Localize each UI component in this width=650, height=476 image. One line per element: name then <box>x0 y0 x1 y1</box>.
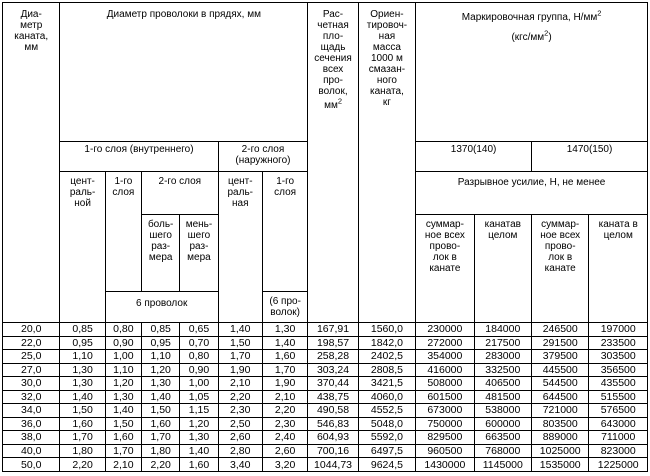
header-approximate-mass-line-2: тировоч- <box>366 20 408 31</box>
cell-f1370_wires: 508000 <box>416 377 474 391</box>
cell-central_outer: 1,70 <box>218 350 262 364</box>
table-row <box>3 363 648 377</box>
cell-layer1_outer: 2,20 <box>262 404 307 418</box>
header-bigger-size-line-2: шего <box>149 229 172 241</box>
header-sum-all-wires-1470-line-2: ное всех <box>540 229 581 241</box>
cell-central_outer: 1,40 <box>218 323 262 337</box>
header-layer1-of-inner-line-2: слоя <box>112 187 135 199</box>
cell-approx_mass: 6497,5 <box>358 444 415 458</box>
cell-central_inner: 1,60 <box>60 417 105 431</box>
cell-central_outer: 2,50 <box>218 417 262 431</box>
header-rope-whole-1470-line-2: целом <box>603 229 633 241</box>
header-central-inner-line-1: цент- <box>70 176 95 188</box>
cell-calc_area: 167,91 <box>308 323 358 337</box>
header-six-wires-text: 6 проволок <box>136 298 188 310</box>
header-layer2-outer-line-1: 2-го слоя <box>241 144 285 156</box>
cell-layer1_inner: 1,60 <box>105 431 141 445</box>
header-bigger-size <box>142 214 180 292</box>
cell-approx_mass: 2402,5 <box>358 350 415 364</box>
header-marking-group-text: Маркировочная группа, Н/мм <box>461 12 598 23</box>
cell-approx_mass: 3421,5 <box>358 377 415 391</box>
cell-layer2_smaller: 1,05 <box>180 390 218 404</box>
cell-f1470_rope: 197000 <box>589 323 648 337</box>
header-rope-diameter <box>3 3 60 323</box>
cell-approx_mass: 4060,0 <box>358 390 415 404</box>
header-smaller-size <box>180 214 218 292</box>
header-group-1470-text: 1470(150) <box>566 144 613 156</box>
cell-f1470_rope: 1225000 <box>589 458 648 472</box>
cell-layer2_smaller: 1,60 <box>180 458 218 472</box>
header-rope-whole-1470-line-1: каната в <box>598 218 638 230</box>
header-group-1370-text: 1370(140) <box>450 144 497 156</box>
header-central-inner <box>60 172 105 323</box>
header-layer1-of-outer-line-2: слоя <box>274 187 297 199</box>
cell-layer1_inner: 1,00 <box>105 350 141 364</box>
cell-f1470_wires: 721000 <box>532 404 589 418</box>
header-breaking-force <box>416 172 648 214</box>
cell-layer2_bigger: 0,95 <box>142 336 180 350</box>
header-approximate-mass-line-7: ного <box>376 75 397 86</box>
cell-calc_area: 438,75 <box>308 390 358 404</box>
header-approximate-mass-line-3: ная <box>378 31 396 42</box>
cell-layer2_smaller: 0,70 <box>180 336 218 350</box>
cell-approx_mass: 2808,5 <box>358 363 415 377</box>
header-calculated-area-superscript: 2 <box>337 96 342 106</box>
header-rope-diameter-line-2: метр <box>20 20 43 31</box>
cell-layer1_inner: 1,10 <box>105 363 141 377</box>
header-breaking-force-text: Разрывное усилие, Н, не менее <box>457 177 606 189</box>
cell-layer1_outer: 1,90 <box>262 377 307 391</box>
cell-rope_diameter: 25,0 <box>3 350 60 364</box>
cell-layer2_bigger: 2,20 <box>142 458 180 472</box>
header-six-wires <box>105 292 218 323</box>
cell-f1470_rope: 643000 <box>589 417 648 431</box>
table-row <box>3 444 648 458</box>
cell-layer1_inner: 0,80 <box>105 323 141 337</box>
cell-approx_mass: 9624,5 <box>358 458 415 472</box>
cell-layer2_bigger: 1,20 <box>142 363 180 377</box>
header-approximate-mass-line-4: масса <box>372 42 401 53</box>
cell-layer2_smaller: 0,90 <box>180 363 218 377</box>
header-approximate-mass <box>358 3 415 323</box>
cell-f1370_rope: 332500 <box>474 363 531 377</box>
header-calculated-area-line-7: про- <box>323 75 343 86</box>
cell-layer1_inner: 1,30 <box>105 390 141 404</box>
cell-central_inner: 1,40 <box>60 390 105 404</box>
cell-f1470_wires: 544500 <box>532 377 589 391</box>
header-calculated-area-line-4: щадь <box>320 42 346 53</box>
header-marking-group-superscript-1: 2 <box>597 8 602 18</box>
cell-central_outer: 3,40 <box>218 458 262 472</box>
header-rope-whole-1370-line-1: канатав <box>484 218 521 230</box>
cell-layer2_smaller: 1,15 <box>180 404 218 418</box>
cell-layer1_inner: 1,50 <box>105 417 141 431</box>
cell-f1370_wires: 601500 <box>416 390 474 404</box>
cell-central_outer: 2,60 <box>218 431 262 445</box>
cell-f1370_rope: 768000 <box>474 444 531 458</box>
cell-layer2_bigger: 1,30 <box>142 377 180 391</box>
header-layer2-of-inner-text: 2-го слоя <box>158 176 202 188</box>
table-row <box>3 350 648 364</box>
header-layer1-of-inner-line-1: 1-го <box>114 176 133 188</box>
cell-calc_area: 198,57 <box>308 336 358 350</box>
header-six-wires-parenthetical-line-2: волок) <box>270 307 301 319</box>
cell-central_outer: 2,20 <box>218 390 262 404</box>
header-calculated-area-line-8: волок, <box>318 86 348 97</box>
header-marking-group-unit-close: ) <box>548 32 552 43</box>
cell-f1370_wires: 1430000 <box>416 458 474 472</box>
cell-f1470_wires: 1025000 <box>532 444 589 458</box>
cell-approx_mass: 5592,0 <box>358 431 415 445</box>
cell-f1470_rope: 711000 <box>589 431 648 445</box>
cell-layer2_bigger: 1,80 <box>142 444 180 458</box>
cell-f1370_rope: 217500 <box>474 336 531 350</box>
cell-f1370_rope: 481500 <box>474 390 531 404</box>
header-layer2-of-inner <box>142 172 219 214</box>
cell-f1470_wires: 291500 <box>532 336 589 350</box>
header-sum-all-wires-1370-line-5: канате <box>429 262 461 274</box>
cell-rope_diameter: 40,0 <box>3 444 60 458</box>
header-six-wires-parenthetical <box>262 292 307 323</box>
cell-approx_mass: 1560,0 <box>358 323 415 337</box>
cell-approx_mass: 5048,0 <box>358 417 415 431</box>
header-calculated-area-line-3: пло- <box>322 31 344 42</box>
header-rope-diameter-line-1: Диа- <box>20 9 42 20</box>
cell-central_outer: 1,50 <box>218 336 262 350</box>
header-marking-group-unit-open: (кгс/мм <box>511 32 545 43</box>
cell-layer2_bigger: 1,60 <box>142 417 180 431</box>
header-calculated-area-line-2: четная <box>317 20 349 31</box>
cell-rope_diameter: 22,0 <box>3 336 60 350</box>
cell-rope_diameter: 50,0 <box>3 458 60 472</box>
header-group-1370 <box>416 142 532 172</box>
header-approximate-mass-line-6: смазан- <box>368 64 406 75</box>
cell-rope_diameter: 32,0 <box>3 390 60 404</box>
header-rope-whole-1370-line-2: целом <box>488 229 518 241</box>
header-rope-whole-1470 <box>589 214 648 323</box>
header-group-1470 <box>532 142 648 172</box>
header-sum-all-wires-1370-line-4: лок в <box>432 251 457 263</box>
cell-layer1_inner: 0,90 <box>105 336 141 350</box>
cell-f1470_rope: 515500 <box>589 390 648 404</box>
header-sum-all-wires-1370-line-2: ное всех <box>424 229 465 241</box>
table-data-body <box>3 323 648 472</box>
cell-layer2_bigger: 0,85 <box>142 323 180 337</box>
header-layer1-inner <box>60 142 218 172</box>
header-approximate-mass-line-9: кг <box>382 97 391 108</box>
cell-f1470_rope: 576500 <box>589 404 648 418</box>
table-row <box>3 431 648 445</box>
cell-layer2_bigger: 1,50 <box>142 404 180 418</box>
header-calculated-area-line-1: Рас- <box>322 9 344 20</box>
cell-layer2_smaller: 1,20 <box>180 417 218 431</box>
cell-f1370_wires: 829500 <box>416 431 474 445</box>
cell-layer2_bigger: 1,70 <box>142 431 180 445</box>
cell-layer1_inner: 1,20 <box>105 377 141 391</box>
cell-f1470_rope: 303500 <box>589 350 648 364</box>
cell-f1470_wires: 803500 <box>532 417 589 431</box>
cell-f1370_rope: 600000 <box>474 417 531 431</box>
cell-central_inner: 0,85 <box>60 323 105 337</box>
cell-layer1_outer: 2,60 <box>262 444 307 458</box>
header-smaller-size-line-2: шего <box>187 229 211 241</box>
cell-rope_diameter: 20,0 <box>3 323 60 337</box>
cell-rope_diameter: 30,0 <box>3 377 60 391</box>
header-sum-all-wires-1470 <box>532 214 589 323</box>
header-wire-diameter-in-strands <box>60 3 308 142</box>
header-smaller-size-line-3: раз- <box>189 240 209 252</box>
cell-f1470_rope: 356500 <box>589 363 648 377</box>
header-approximate-mass-line-5: 1000 м <box>370 53 403 64</box>
header-layer1-of-inner <box>105 172 141 292</box>
cell-f1470_wires: 889000 <box>532 431 589 445</box>
header-sum-all-wires-1370 <box>416 214 474 323</box>
cell-layer2_smaller: 1,40 <box>180 444 218 458</box>
cell-central_outer: 2,80 <box>218 444 262 458</box>
cell-f1370_rope: 184000 <box>474 323 531 337</box>
cell-approx_mass: 1842,0 <box>358 336 415 350</box>
table-row <box>3 377 648 391</box>
cell-central_outer: 1,90 <box>218 363 262 377</box>
table-row <box>3 390 648 404</box>
header-marking-group-superscript-2: 2 <box>544 28 549 38</box>
table-row <box>3 417 648 431</box>
cell-layer1_inner: 1,70 <box>105 444 141 458</box>
cell-layer1_outer: 2,30 <box>262 417 307 431</box>
table-row <box>3 458 648 472</box>
cell-rope_diameter: 36,0 <box>3 417 60 431</box>
cell-calc_area: 258,28 <box>308 350 358 364</box>
header-calculated-area-line-6: всех <box>322 64 344 75</box>
header-rope-whole-1370 <box>474 214 531 323</box>
cell-layer1_outer: 1,30 <box>262 323 307 337</box>
cell-layer1_outer: 2,40 <box>262 431 307 445</box>
cell-f1370_wires: 960500 <box>416 444 474 458</box>
cell-layer2_bigger: 1,40 <box>142 390 180 404</box>
header-layer1-of-outer-line-1: 1-го <box>276 176 295 188</box>
cell-calc_area: 700,16 <box>308 444 358 458</box>
cell-layer1_outer: 1,60 <box>262 350 307 364</box>
header-central-outer <box>218 172 262 323</box>
cell-central_inner: 1,70 <box>60 431 105 445</box>
cell-f1370_wires: 750000 <box>416 417 474 431</box>
header-approximate-mass-line-1: Ориен- <box>370 9 404 20</box>
cell-layer1_inner: 1,40 <box>105 404 141 418</box>
cell-calc_area: 490,58 <box>308 404 358 418</box>
cell-f1470_rope: 233500 <box>589 336 648 350</box>
table-row <box>3 336 648 350</box>
cell-f1370_wires: 230000 <box>416 323 474 337</box>
header-calculated-area-line-5: сечения <box>314 53 352 64</box>
cell-f1470_wires: 1535000 <box>532 458 589 472</box>
header-sum-all-wires-1370-line-3: прово- <box>429 240 461 252</box>
cell-layer2_smaller: 0,65 <box>180 323 218 337</box>
header-six-wires-parenthetical-line-1: (6 про- <box>269 296 301 308</box>
header-smaller-size-line-4: мера <box>187 251 211 263</box>
header-calculated-area-line-9: мм <box>324 100 338 111</box>
header-bigger-size-line-4: мера <box>148 251 173 263</box>
header-smaller-size-line-1: мень- <box>185 218 213 230</box>
cell-calc_area: 604,93 <box>308 431 358 445</box>
cell-central_inner: 1,30 <box>60 377 105 391</box>
cell-rope_diameter: 34,0 <box>3 404 60 418</box>
cell-central_inner: 2,20 <box>60 458 105 472</box>
cell-rope_diameter: 38,0 <box>3 431 60 445</box>
rope-specification-table <box>2 2 648 472</box>
cell-f1370_rope: 1145000 <box>474 458 531 472</box>
cell-layer1_outer: 2,10 <box>262 390 307 404</box>
header-central-inner-line-2: раль- <box>69 187 96 199</box>
header-central-outer-line-3: ная <box>232 198 249 210</box>
cell-calc_area: 1044,73 <box>308 458 358 472</box>
cell-central_inner: 0,95 <box>60 336 105 350</box>
header-calculated-area <box>308 3 358 323</box>
header-layer2-outer-line-2: (наружного) <box>235 155 291 167</box>
cell-f1470_wires: 445500 <box>532 363 589 377</box>
cell-f1370_rope: 663500 <box>474 431 531 445</box>
cell-central_inner: 1,50 <box>60 404 105 418</box>
cell-layer1_outer: 1,70 <box>262 363 307 377</box>
cell-rope_diameter: 27,0 <box>3 363 60 377</box>
table-row <box>3 323 648 337</box>
cell-layer2_bigger: 1,10 <box>142 350 180 364</box>
cell-f1470_rope: 823000 <box>589 444 648 458</box>
cell-calc_area: 303,24 <box>308 363 358 377</box>
cell-f1470_wires: 379500 <box>532 350 589 364</box>
cell-central_outer: 2,30 <box>218 404 262 418</box>
header-wire-diameter-in-strands-text: Диаметр проволоки в прядях, мм <box>106 9 261 20</box>
header-layer1-inner-text: 1-го слоя (внутреннего) <box>84 144 194 156</box>
header-layer2-outer <box>218 142 308 172</box>
header-sum-all-wires-1470-line-1: суммар- <box>541 218 580 230</box>
cell-layer1_outer: 3,20 <box>262 458 307 472</box>
cell-f1370_rope: 406500 <box>474 377 531 391</box>
cell-layer1_outer: 1,40 <box>262 336 307 350</box>
cell-calc_area: 546,83 <box>308 417 358 431</box>
header-rope-diameter-line-4: мм <box>24 42 39 53</box>
cell-f1370_wires: 416000 <box>416 363 474 377</box>
header-central-outer-line-1: цент- <box>227 176 253 188</box>
cell-central_inner: 1,30 <box>60 363 105 377</box>
cell-layer2_smaller: 1,30 <box>180 431 218 445</box>
table-row <box>3 404 648 418</box>
cell-f1470_rope: 435500 <box>589 377 648 391</box>
cell-layer2_smaller: 0,80 <box>180 350 218 364</box>
header-central-inner-line-3: ной <box>74 198 91 210</box>
cell-central_inner: 1,10 <box>60 350 105 364</box>
header-marking-group <box>416 3 648 142</box>
cell-f1370_wires: 354000 <box>416 350 474 364</box>
header-sum-all-wires-1370-line-1: суммар- <box>425 218 464 230</box>
cell-layer2_smaller: 1,00 <box>180 377 218 391</box>
header-layer1-of-outer <box>262 172 307 292</box>
header-sum-all-wires-1470-line-4: лок в <box>548 251 573 263</box>
header-rope-diameter-line-3: каната, <box>14 31 49 42</box>
header-sum-all-wires-1470-line-5: канате <box>544 262 576 274</box>
header-sum-all-wires-1470-line-3: прово- <box>544 240 576 252</box>
cell-central_inner: 1,80 <box>60 444 105 458</box>
cell-f1370_wires: 272000 <box>416 336 474 350</box>
header-bigger-size-line-3: раз- <box>151 240 171 252</box>
cell-f1470_wires: 246500 <box>532 323 589 337</box>
cell-calc_area: 370,44 <box>308 377 358 391</box>
header-bigger-size-line-1: боль- <box>147 218 174 230</box>
header-approximate-mass-line-8: каната, <box>370 86 404 97</box>
cell-central_outer: 2,10 <box>218 377 262 391</box>
cell-f1370_rope: 283000 <box>474 350 531 364</box>
cell-approx_mass: 4552,5 <box>358 404 415 418</box>
cell-f1370_wires: 673000 <box>416 404 474 418</box>
cell-f1470_wires: 644500 <box>532 390 589 404</box>
header-central-outer-line-2: раль- <box>227 187 253 199</box>
cell-layer1_inner: 2,10 <box>105 458 141 472</box>
cell-f1370_rope: 538000 <box>474 404 531 418</box>
